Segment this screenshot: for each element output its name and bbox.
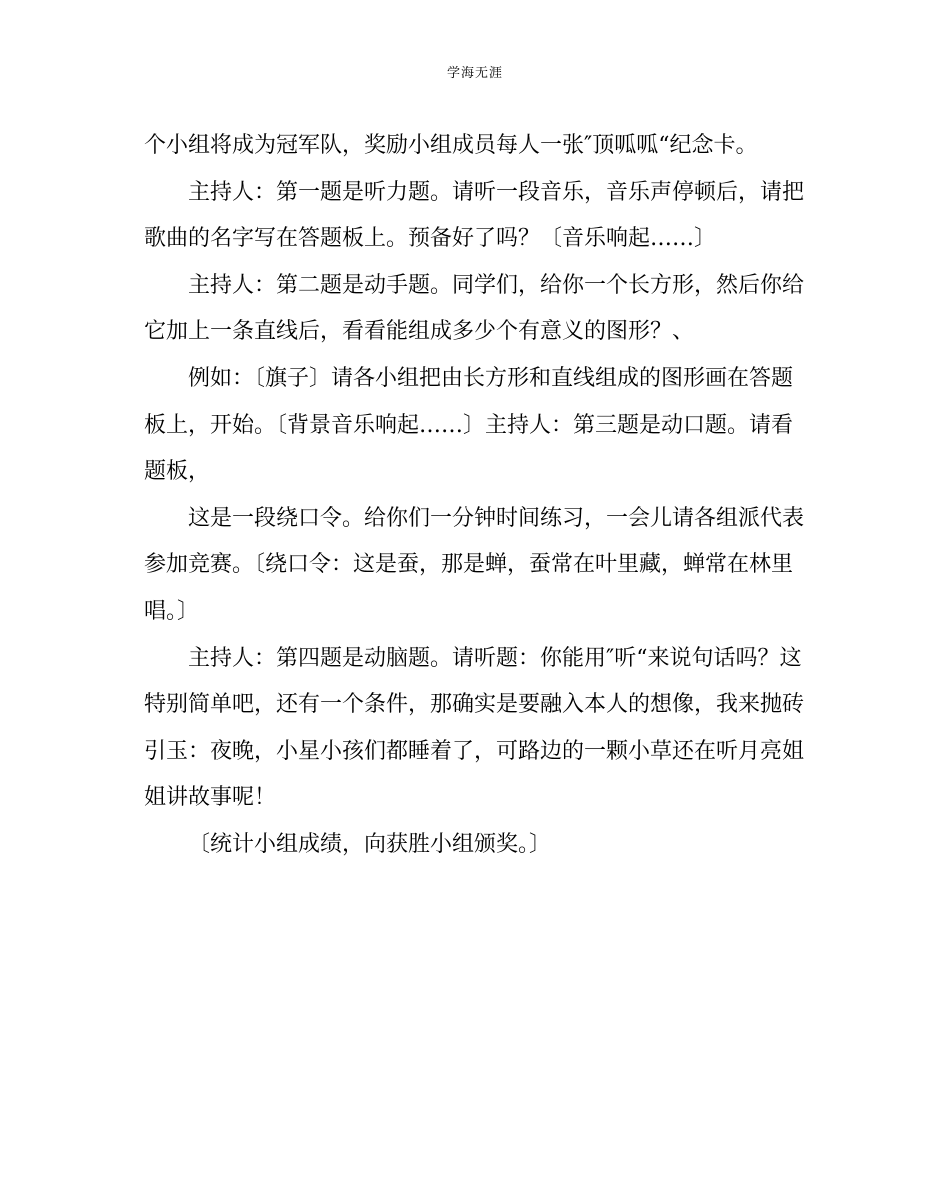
document-body	[144, 123, 810, 869]
paragraph: 这是一段绕口令。给你们一分钟时间练习，一会儿请各组派代表参加竞赛。〔绕口令：这是蚕，那是蝉，蚕常在叶里藏，蝉常在林里唱。〕	[144, 505, 805, 624]
paragraph: 〔统计小组成绩，向获胜小组颁奖。〕	[188, 831, 552, 857]
paragraph: 主持人：第四题是动脑题。请听题：你能用″听“来说句话吗？这特别简单吧，还有一个条件，那确实是要融入本人的想像，我来抛砖引玉：夜晚，小星小孩们都睡着了，可路边的一颗小草还在听月亮姐姐讲故事呢！	[144, 645, 805, 811]
paragraph: 主持人：第二题是动手题。同学们，给你一个长方形，然后你给它加上一条直线后，看看能组成多少个有意义的图形？、	[144, 272, 805, 345]
page-header: 学海无涯	[446, 66, 503, 81]
paragraph: 个小组将成为冠军队，奖励小组成员每人一张″顶呱呱“纪念卡。	[144, 133, 758, 158]
paragraph: 例如：〔旗子〕请各小组把由长方形和直线组成的图形画在答题板上，开始。〔背景音乐响起……〕主持人：第三题是动口题。请看题板，	[144, 365, 794, 485]
paragraph: 主持人：第一题是听力题。请听一段音乐，音乐声停顿后，请把歌曲的名字写在答题板上。预备好了吗？〔音乐响起……〕	[144, 179, 805, 252]
